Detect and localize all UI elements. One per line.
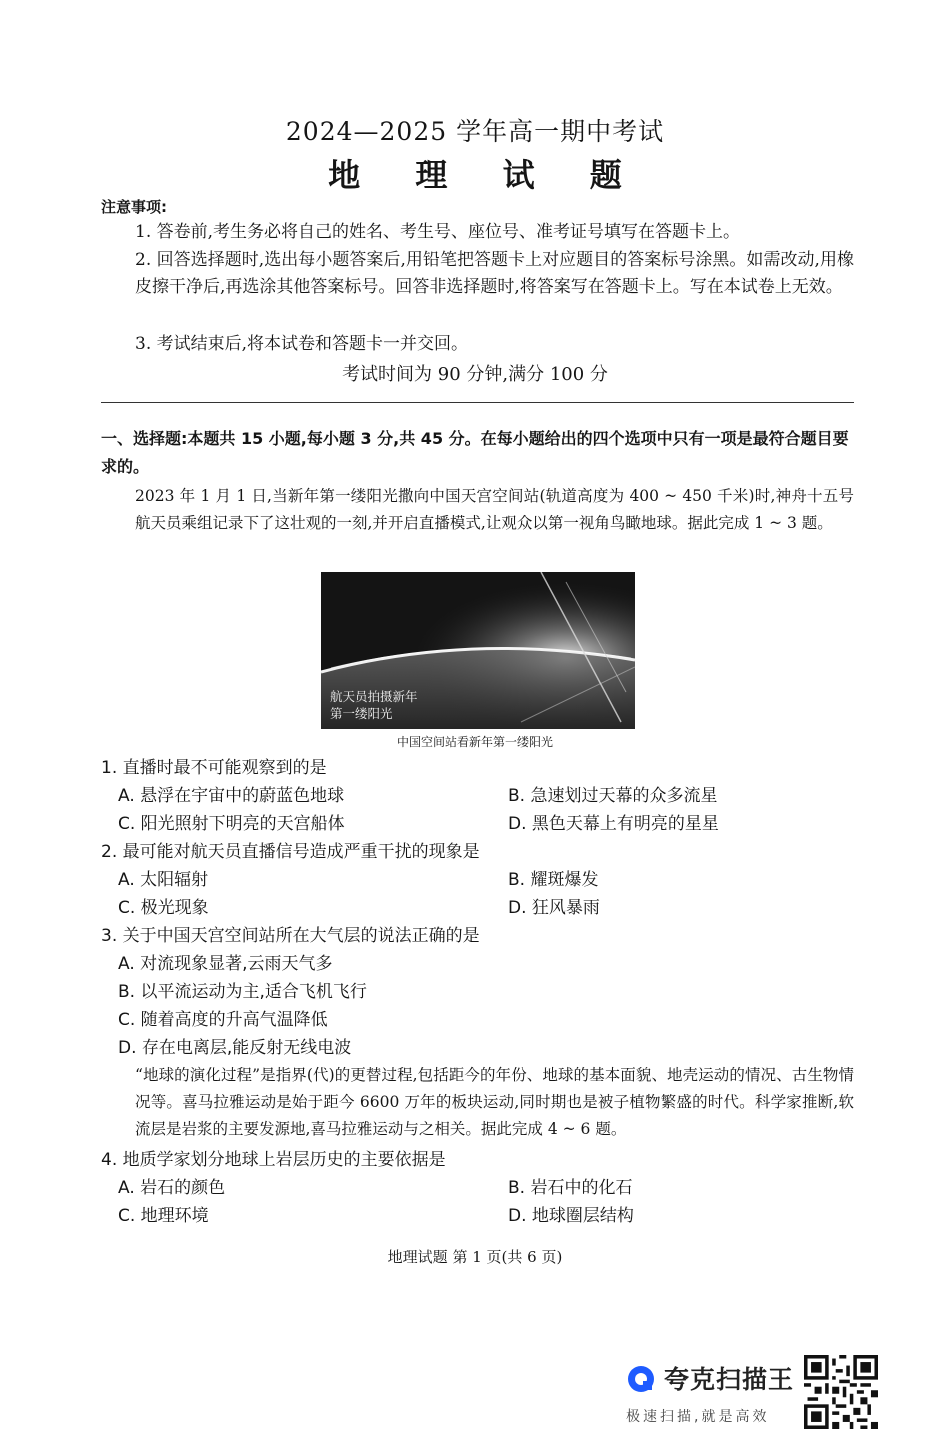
notice-item-3-text: 3. 考试结束后,将本试卷和答题卡一并交回。 [135,334,469,354]
exam-time: 考试时间为 90 分钟,满分 100 分 [342,364,608,385]
question-1-option-a: A. 悬浮在宇宙中的蔚蓝色地球 [118,786,345,806]
question-4-option-a: A. 岩石的颜色 [118,1178,226,1198]
question-2-option-a: A. 太阳辐射 [118,870,209,890]
question-4-option-c: C. 地理环境 [118,1206,209,1226]
question-1-option-b: B. 急速划过天幕的众多流星 [508,786,718,806]
notice-heading: 注意事项: [101,198,167,216]
divider-line [101,402,854,403]
photo-overlay-line-2: 第一缕阳光 [330,706,393,721]
question-3-option-c: C. 随着高度的升高气温降低 [118,1010,328,1030]
passage-1 [101,483,854,537]
question-1-option-d: D. 黑色天幕上有明亮的星星 [508,814,719,834]
question-2-stem: 2. 最可能对航天员直播信号造成严重干扰的现象是 [101,842,480,862]
question-4-option-d: D. 地球圈层结构 [508,1206,634,1226]
photo-overlay-text [330,688,418,722]
notice-item-2-text: 2. 回答选择题时,选出每小题答案后,用铅笔把答题卡上对应题目的答案标号涂黑。如需改动,用橡皮擦干净后,再选涂其他答案标号。回答非选择题时,将答案写在答题卡上。写在本试卷上无效。 [135,250,854,297]
space-station-photo [321,572,635,729]
question-2-option-d: D. 狂风暴雨 [508,898,600,918]
question-1-stem: 1. 直播时最不可能观察到的是 [101,758,327,778]
notice-item-3 [101,331,854,358]
scanner-watermark [624,1358,799,1428]
section-1-heading: 一、选择题:本题共 15 小题,每小题 3 分,共 45 分。在每小题给出的四个选项中只有一项是最符合题目要求的。 [101,429,849,476]
question-4-stem: 4. 地质学家划分地球上岩层历史的主要依据是 [101,1150,446,1170]
notice-item-1 [101,219,854,246]
quark-logo-icon [626,1364,656,1394]
question-3-stem: 3. 关于中国天宫空间站所在大气层的说法正确的是 [101,926,480,946]
notice-item-1-text: 1. 答卷前,考生务必将自己的姓名、考生号、座位号、准考证号填写在答题卡上。 [135,222,741,242]
subject-title: 地 理 试 题 [328,156,644,194]
question-3-option-d: D. 存在电离层,能反射无线电波 [118,1038,352,1058]
brand-slogan: 极速扫描,就是高效 [626,1409,770,1425]
passage-2-text: “地球的演化过程”是指界(代)的更替过程,包括距今的年份、地球的基本面貌、地壳运动的情况、古生物情况等。喜马拉雅运动是始于距今 6600 万年的板块运动,同时期也是被子植物繁盛的时代。科学家推断,软流层是岩浆的主要发源地,喜马拉雅运动与之相关。据此完成 4 ~ 6 题。 [135,1066,854,1138]
brand-name: 夸克扫描王 [664,1365,795,1394]
passage-1-text: 2023 年 1 月 1 日,当新年第一缕阳光撒向中国天宫空间站(轨道高度为 400 ~ 450 千米)时,神舟十五号航天员乘组记录下了这壮观的一刻,并开启直播模式,让观众以第一视角鸟瞰地球。据此完成 1 ~ 3 题。 [135,487,854,532]
question-2-option-c: C. 极光现象 [118,898,209,918]
exam-year-title: 2024—2025 学年高一期中考试 [285,117,665,146]
question-2-option-b: B. 耀斑爆发 [508,870,599,890]
question-1-option-c: C. 阳光照射下明亮的天宫船体 [118,814,345,834]
page-footer: 地理试题 第 1 页(共 6 页) [387,1248,563,1266]
question-4-option-b: B. 岩石中的化石 [508,1178,633,1198]
notice-item-2 [101,247,854,301]
qr-code-icon [804,1355,878,1429]
passage-2 [101,1062,854,1143]
question-3-option-a: A. 对流现象显著,云雨天气多 [118,954,333,974]
photo-overlay-line-1: 航天员拍摄新年 [330,689,418,704]
question-3-option-b: B. 以平流运动为主,适合飞机飞行 [118,982,367,1002]
figure-caption: 中国空间站看新年第一缕阳光 [396,735,553,749]
